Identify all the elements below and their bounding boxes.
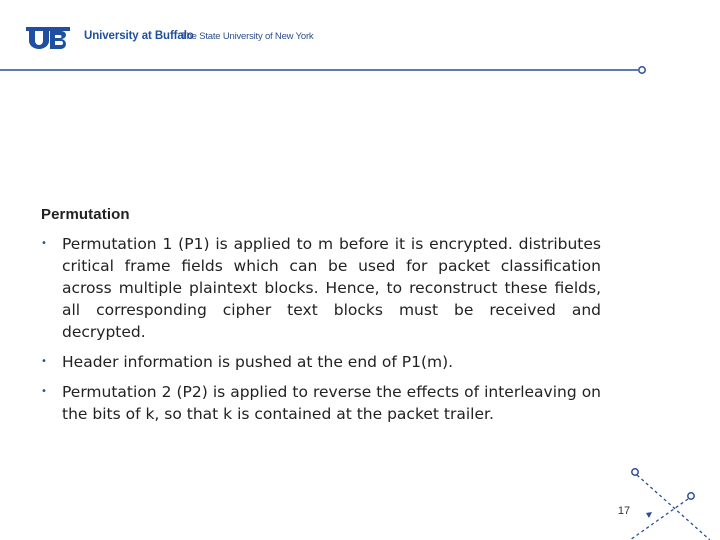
bullet-item (41, 233, 601, 343)
bullet-text: Permutation 1 (P1) is applied to m before it is encrypted. distributes critical frame fields which can be used for packet classification across multiple plaintext blocks. Hence, to reconstruct these fields, all corresponding cipher text blocks must be received and decrypted. (62, 235, 601, 341)
header (26, 27, 326, 51)
institution-name: University at Buffalo (84, 30, 194, 42)
bullet-item (41, 381, 601, 425)
corner-decoration-icon (600, 460, 710, 540)
slide-content (41, 206, 601, 433)
bullet-item (41, 351, 601, 373)
bullet-icon: • (41, 238, 47, 249)
institution-tagline: The State University of New York (181, 31, 314, 42)
bullet-icon: • (41, 386, 47, 397)
ub-logo-icon (26, 27, 70, 49)
page-number: 17 (617, 505, 631, 517)
bullet-list (41, 233, 601, 425)
bullet-text: Header information is pushed at the end of P1(m). (62, 353, 454, 371)
bullet-text: Permutation 2 (P2) is applied to reverse the effects of interleaving on the bits of k, so that k is contained at the packet trailer. (62, 383, 601, 423)
slide-title: Permutation (41, 206, 130, 223)
header-divider (0, 63, 650, 77)
bullet-icon: • (41, 356, 47, 367)
